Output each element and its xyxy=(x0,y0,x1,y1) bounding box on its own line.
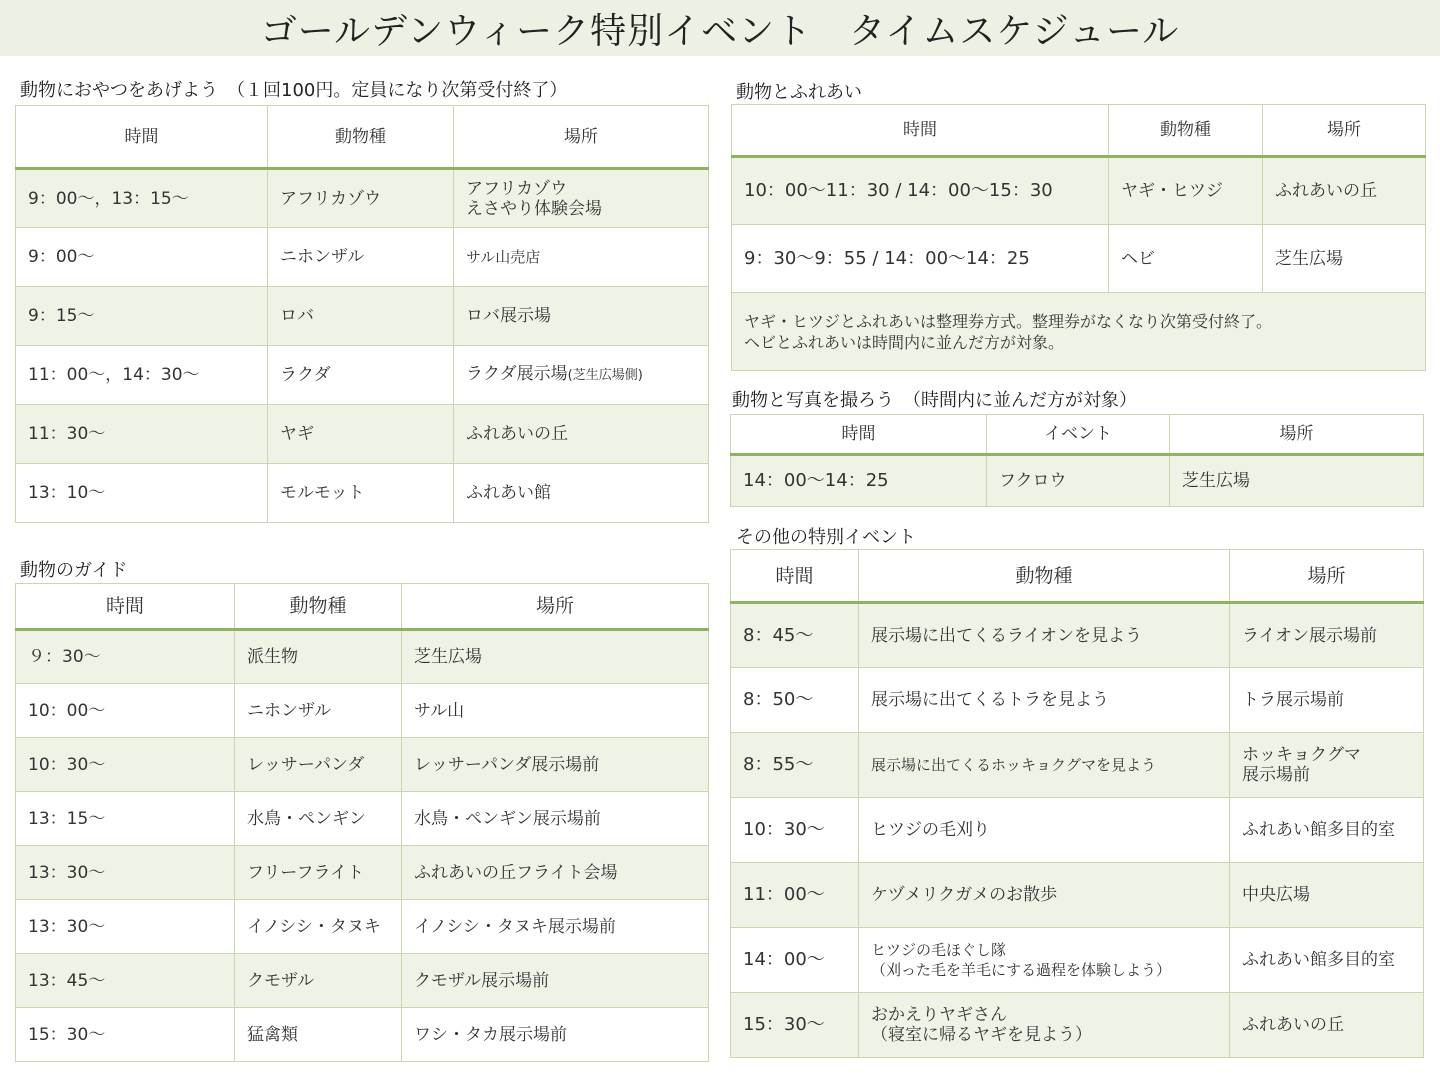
place-cell: ふれあいの丘 xyxy=(1230,993,1424,1058)
other-section-title: その他の特別イベント xyxy=(736,527,916,548)
header-place: 場所 xyxy=(1263,105,1426,157)
event-cell: ケヅメリクガメのお散歩 xyxy=(859,863,1230,928)
time-cell: 11：00～，14：30～ xyxy=(16,346,268,405)
table-header-row xyxy=(732,105,1426,157)
header-time: 時間 xyxy=(732,105,1109,157)
place-cell: ふれあいの丘フライト会場 xyxy=(402,846,709,900)
table-header-row xyxy=(731,550,1424,603)
place-cell: 芝生広場 xyxy=(1170,455,1424,507)
table-row xyxy=(16,405,709,464)
time-cell: 14：00～ xyxy=(731,928,859,993)
other-events-table xyxy=(730,549,1424,1058)
place-cell: ワシ・タカ展示場前 xyxy=(402,1008,709,1062)
time-cell: 8：50～ xyxy=(731,668,859,733)
species-cell: ニホンザル xyxy=(268,228,454,287)
time-cell: 13：10～ xyxy=(16,464,268,523)
time-cell: 15：30～ xyxy=(731,993,859,1058)
time-cell: 9：15～ xyxy=(16,287,268,346)
table-row xyxy=(731,993,1424,1058)
header-time: 時間 xyxy=(731,550,859,603)
page-title: ゴールデンウィーク特別イベント タイムスケジュール xyxy=(260,10,1180,52)
place-cell: 水鳥・ペンギン展示場前 xyxy=(402,792,709,846)
header-place: 場所 xyxy=(1170,415,1424,455)
event-cell: 展示場に出てくるライオンを見よう xyxy=(859,603,1230,668)
time-cell: 10：30～ xyxy=(16,738,235,792)
time-cell: 13：30～ xyxy=(16,900,235,954)
place-cell: ライオン展示場前 xyxy=(1230,603,1424,668)
table-row xyxy=(731,798,1424,863)
table-row xyxy=(16,792,709,846)
species-cell: レッサーパンダ xyxy=(235,738,402,792)
time-cell: 9：30～9：55 / 14：00～14：25 xyxy=(732,225,1109,293)
place-cell xyxy=(454,346,709,405)
header-place: 場所 xyxy=(402,584,709,630)
time-cell: 13：15～ xyxy=(16,792,235,846)
table-row xyxy=(731,928,1424,993)
header-time: 時間 xyxy=(16,584,235,630)
event-cell: 展示場に出てくるトラを見よう xyxy=(859,668,1230,733)
table-row xyxy=(731,603,1424,668)
table-row xyxy=(16,464,709,523)
header-event: イベント xyxy=(987,415,1170,455)
time-cell: 10：30～ xyxy=(731,798,859,863)
place-cell: ロバ展示場 xyxy=(454,287,709,346)
species-cell: 水鳥・ペンギン xyxy=(235,792,402,846)
place-cell: 芝生広場 xyxy=(402,630,709,684)
table-row xyxy=(16,346,709,405)
place-cell: ふれあいの丘 xyxy=(454,405,709,464)
time-cell: 11：00～ xyxy=(731,863,859,928)
table-row xyxy=(16,228,709,287)
species-cell: ヘビ xyxy=(1109,225,1263,293)
note-row xyxy=(732,293,1426,371)
species-cell: フリーフライト xyxy=(235,846,402,900)
header-place: 場所 xyxy=(454,106,709,169)
place-cell: サル山売店 xyxy=(454,228,709,287)
time-cell: 13：45～ xyxy=(16,954,235,1008)
time-cell: 9：00～，13：15～ xyxy=(16,169,268,228)
place-cell: クモザル展示場前 xyxy=(402,954,709,1008)
table-row xyxy=(16,287,709,346)
guide-table xyxy=(15,583,709,1062)
photo-table xyxy=(730,414,1424,507)
header-time: 時間 xyxy=(16,106,268,169)
species-cell: モルモット xyxy=(268,464,454,523)
table-row xyxy=(16,846,709,900)
title-bar xyxy=(0,0,1440,56)
species-cell: ラクダ xyxy=(268,346,454,405)
place-cell: ホッキョクグマ 展示場前 xyxy=(1230,733,1424,798)
table-row xyxy=(731,455,1424,507)
place-cell: ふれあい館 xyxy=(454,464,709,523)
place-cell: トラ展示場前 xyxy=(1230,668,1424,733)
event-cell: フクロウ xyxy=(987,455,1170,507)
event-cell: ヒツジの毛ほぐし隊 （刈った毛を羊毛にする過程を体験しよう） xyxy=(859,928,1230,993)
place-cell: レッサーパンダ展示場前 xyxy=(402,738,709,792)
event-cell: 展示場に出てくるホッキョクグマを見よう xyxy=(859,733,1230,798)
place-note: (芝生広場側) xyxy=(567,368,643,383)
table-row xyxy=(732,157,1426,225)
time-cell: 13：30～ xyxy=(16,846,235,900)
header-species: 動物種 xyxy=(859,550,1230,603)
table-header-row xyxy=(16,106,709,169)
time-cell: ９：30～ xyxy=(16,630,235,684)
time-cell: 14：00～14：25 xyxy=(731,455,987,507)
table-row xyxy=(16,684,709,738)
table-row xyxy=(16,738,709,792)
place-cell: イノシシ・タヌキ展示場前 xyxy=(402,900,709,954)
time-cell: 8：55～ xyxy=(731,733,859,798)
header-species: 動物種 xyxy=(1109,105,1263,157)
species-cell: ヤギ xyxy=(268,405,454,464)
table-row xyxy=(731,863,1424,928)
event-cell: おかえりヤギさん （寝室に帰るヤギを見よう） xyxy=(859,993,1230,1058)
table-row xyxy=(732,225,1426,293)
time-cell: 10：00～ xyxy=(16,684,235,738)
place-cell: ふれあい館多目的室 xyxy=(1230,928,1424,993)
snack-section-title: 動物におやつをあげよう （１回100円。定員になり次第受付終了） xyxy=(20,80,568,101)
table-row xyxy=(16,900,709,954)
time-cell: 11：30～ xyxy=(16,405,268,464)
time-cell: 15：30～ xyxy=(16,1008,235,1062)
photo-section-title: 動物と写真を撮ろう （時間内に並んだ方が対象） xyxy=(732,390,1137,411)
table-header-row xyxy=(731,415,1424,455)
place-text: ラクダ展示場 xyxy=(466,364,568,384)
place-cell: ふれあい館多目的室 xyxy=(1230,798,1424,863)
contact-note: ヤギ・ヒツジとふれあいは整理券方式。整理券がなくなり次第受付終了。 ヘビとふれあいは時間内に並んだ方が対象。 xyxy=(732,293,1426,371)
table-header-row xyxy=(16,584,709,630)
table-row xyxy=(731,733,1424,798)
event-cell: ヒツジの毛刈り xyxy=(859,798,1230,863)
table-row xyxy=(16,954,709,1008)
time-cell: 10：00～11：30 / 14：00～15：30 xyxy=(732,157,1109,225)
species-cell: クモザル xyxy=(235,954,402,1008)
species-cell: ニホンザル xyxy=(235,684,402,738)
header-place: 場所 xyxy=(1230,550,1424,603)
header-species: 動物種 xyxy=(235,584,402,630)
place-cell: アフリカゾウ えさやり体験会場 xyxy=(454,169,709,228)
contact-section-title: 動物とふれあい xyxy=(736,82,862,103)
place-cell: サル山 xyxy=(402,684,709,738)
table-row xyxy=(16,1008,709,1062)
species-cell: イノシシ・タヌキ xyxy=(235,900,402,954)
header-species: 動物種 xyxy=(268,106,454,169)
header-time: 時間 xyxy=(731,415,987,455)
contact-table xyxy=(731,104,1426,371)
place-cell: 芝生広場 xyxy=(1263,225,1426,293)
guide-section-title: 動物のガイド xyxy=(20,560,128,581)
table-row xyxy=(16,169,709,228)
species-cell: ヤギ・ヒツジ xyxy=(1109,157,1263,225)
place-cell: 中央広場 xyxy=(1230,863,1424,928)
species-cell: ロバ xyxy=(268,287,454,346)
time-cell: 9：00～ xyxy=(16,228,268,287)
table-row xyxy=(16,630,709,684)
snack-table xyxy=(15,105,709,523)
species-cell: 猛禽類 xyxy=(235,1008,402,1062)
species-cell: 派生物 xyxy=(235,630,402,684)
time-cell: 8：45～ xyxy=(731,603,859,668)
place-cell: ふれあいの丘 xyxy=(1263,157,1426,225)
species-cell: アフリカゾウ xyxy=(268,169,454,228)
table-row xyxy=(731,668,1424,733)
